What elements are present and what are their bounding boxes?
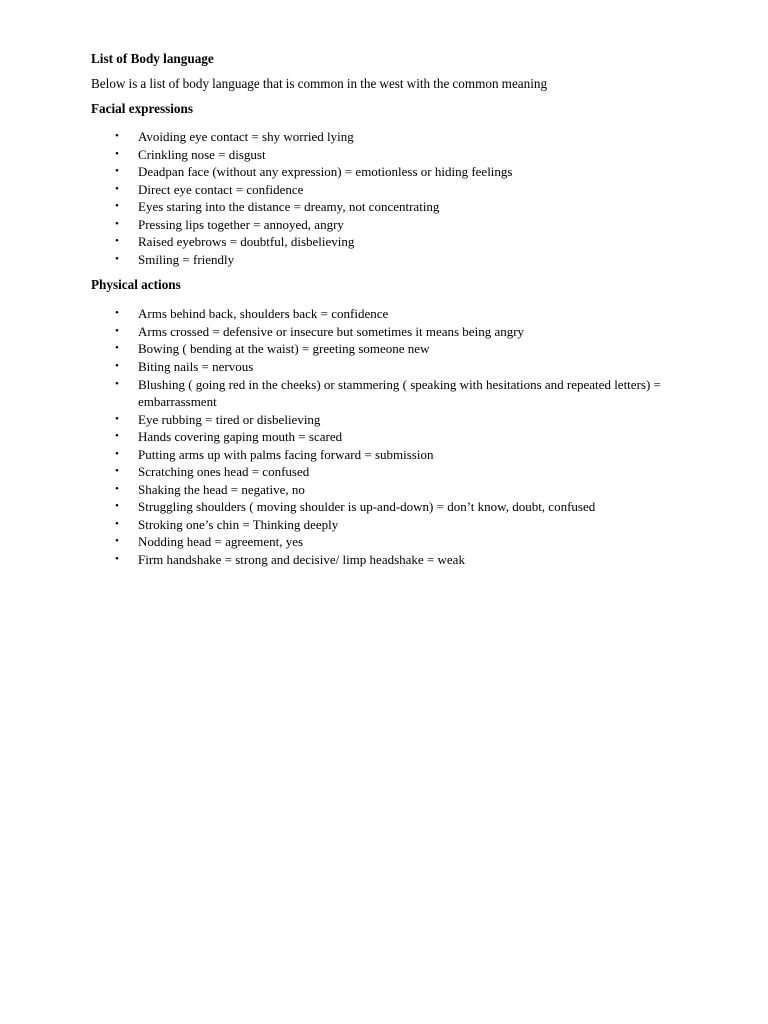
bullet-icon: • (115, 535, 119, 548)
intro-paragraph: Below is a list of body language that is common in the west with the common meaning (91, 76, 548, 91)
list-item-text: Crinkling nose = disgust (138, 146, 266, 162)
bullet-icon: • (115, 342, 119, 355)
bullet-icon: • (115, 130, 119, 142)
bullet-icon: • (115, 307, 119, 320)
list-item (91, 146, 721, 164)
list-item-text: Putting arms up with palms facing forward = submission (138, 446, 434, 462)
list-item-text: Pressing lips together = annoyed, angry (138, 216, 344, 232)
list-item-text: Firm handshake = strong and decisive/ limp headshake = weak (138, 552, 465, 568)
list-item (91, 233, 721, 251)
list-item-text: Bowing ( bending at the waist) = greeting someone new (138, 341, 430, 357)
list-item (91, 251, 721, 269)
bullet-icon: • (115, 324, 119, 337)
bullet-icon: • (115, 200, 119, 213)
bullet-icon: • (115, 377, 119, 390)
list-item (91, 481, 721, 499)
list-item-text: Smiling = friendly (138, 251, 235, 267)
bullet-icon: • (115, 465, 119, 478)
list-item (91, 198, 721, 216)
document-title: List of Body language (91, 51, 214, 66)
list-item-text: Blushing ( going red in the cheeks) or stammering ( speaking with hesitations and repeated letters) = embarrassment (138, 376, 661, 410)
bullet-icon: • (115, 165, 119, 178)
bullet-icon: • (115, 482, 119, 495)
list-item (91, 428, 721, 446)
facial-expressions-list (91, 128, 721, 268)
bullet-icon: • (115, 252, 119, 265)
list-item-text: Avoiding eye contact = shy worried lying (138, 129, 354, 144)
list-item (91, 376, 721, 411)
list-item (91, 323, 721, 341)
list-item-text: Eyes staring into the distance = dreamy, not concentrating (138, 199, 440, 215)
bullet-icon: • (115, 182, 119, 195)
bullet-icon: • (115, 360, 119, 373)
list-item (91, 551, 721, 569)
list-item-text: Hands covering gaping mouth = scared (138, 429, 343, 445)
bullet-icon: • (115, 430, 119, 443)
list-item-text: Deadpan face (without any expression) = emotionless or hiding feelings (138, 164, 513, 180)
list-item-text: Raised eyebrows = doubtful, disbelieving (138, 234, 355, 250)
list-item (91, 305, 721, 323)
bullet-icon: • (115, 447, 119, 460)
section-heading-physical-actions: Physical actions (91, 277, 181, 293)
list-item (91, 340, 721, 358)
list-item-text: Stroking one’s chin = Thinking deeply (138, 516, 339, 532)
bullet-icon: • (115, 517, 119, 530)
bullet-icon: • (115, 235, 119, 248)
section-heading-facial-expressions: Facial expressions (91, 101, 193, 116)
list-item (91, 463, 721, 481)
list-item-text: Arms behind back, shoulders back = confidence (138, 306, 389, 322)
list-item-text: Nodding head = agreement, yes (138, 534, 304, 550)
bullet-icon: • (115, 412, 119, 425)
list-item-text: Eye rubbing = tired or disbelieving (138, 411, 321, 427)
bullet-icon: • (115, 217, 119, 230)
list-item (91, 163, 721, 181)
list-item (91, 446, 721, 464)
list-item-text: Scratching ones head = confused (138, 464, 310, 480)
physical-actions-list (91, 305, 721, 568)
list-item (91, 358, 721, 376)
list-item-text: Arms crossed = defensive or insecure but sometimes it means being angry (138, 323, 525, 339)
bullet-icon: • (115, 553, 119, 566)
list-item-text: Shaking the head = negative, no (138, 481, 305, 497)
list-item-text: Struggling shoulders ( moving shoulder is up-and-down) = don’t know, doubt, confused (138, 499, 596, 515)
list-item (91, 181, 721, 199)
bullet-icon: • (115, 147, 119, 160)
list-item (91, 216, 721, 234)
list-item (91, 516, 721, 534)
list-item (91, 533, 721, 551)
list-item (91, 411, 721, 429)
list-item (91, 128, 721, 146)
list-item (91, 498, 721, 516)
bullet-icon: • (115, 500, 119, 513)
list-item-text: Direct eye contact = confidence (138, 181, 304, 197)
document-page (91, 49, 721, 569)
list-item-text: Biting nails = nervous (138, 359, 254, 375)
